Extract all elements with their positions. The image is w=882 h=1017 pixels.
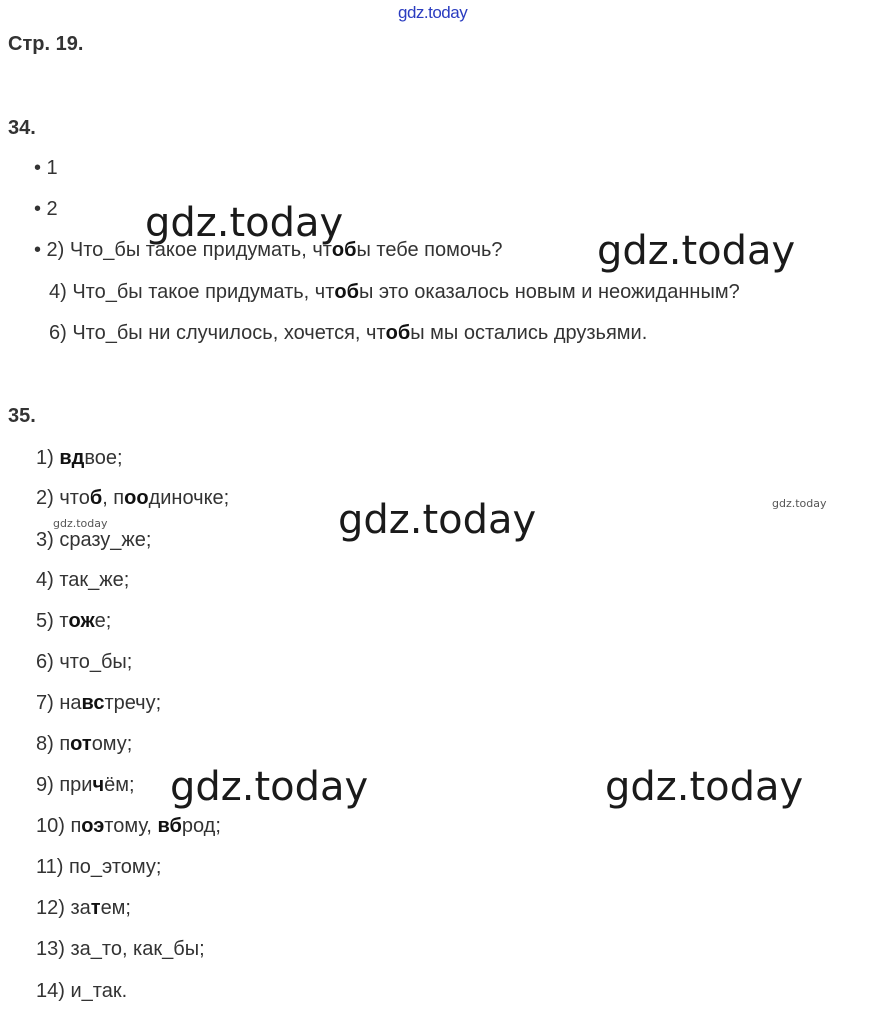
watermark: gdz.today [145,200,344,246]
task-35-item-8 [36,733,132,756]
task-34-number: 34. [8,117,36,139]
bold-letters: ож [68,610,95,632]
item-text: , п [102,487,125,509]
task-35-item-6 [36,651,132,674]
bold-letters: вс [81,692,105,714]
item-text: 10) п [36,815,82,837]
task-35-item-14 [36,980,127,1003]
task-34-line-4 [49,281,740,304]
item-text: 9) при [36,774,93,796]
task-35-item-13 [36,938,205,961]
line-text: ы это оказалось новым и неожиданным? [358,281,740,303]
watermark: gdz.today [338,497,537,543]
bold-letters: б [89,487,103,509]
task-35-item-3 [36,529,152,552]
bold-letters: об [331,239,357,261]
bold-letters: ч [92,774,105,796]
item-text: тречу; [104,692,162,714]
item-text: 6) что_бы; [36,651,133,673]
line-text: 4) Что_бы такое придумать, чт [49,281,335,303]
line-text: ы тебе помочь? [356,239,503,261]
watermark: gdz.today [597,228,796,274]
watermark: gdz.today [605,764,804,810]
bold-letters: об [385,322,411,344]
bold-letters: вд [59,447,85,469]
item-text: 8) п [36,733,71,755]
line-text: • 2 [34,198,58,220]
watermark-top: gdz.today [398,3,468,22]
item-text: ому; [91,733,133,755]
task-35-number: 35. [8,405,36,427]
item-text: 1) [36,447,60,469]
item-text: 13) за_то, как_бы; [36,938,205,960]
item-text: тому, [104,815,158,837]
bold-letters: вб [157,815,182,837]
watermark: gdz.today [170,764,369,810]
task-35-item-1 [36,447,123,470]
line-text: • 1 [34,157,58,179]
item-text: 2) что [36,487,90,509]
item-text: 3) сразу_же; [36,529,152,551]
task-35-item-5 [36,610,111,633]
item-text: 7) на [36,692,82,714]
item-text: 5) т [36,610,69,632]
bold-letters: от [70,733,92,755]
item-text: род; [181,815,221,837]
line-text: • 2) Что_бы такое придумать, чт [34,239,332,261]
task-35-item-11 [36,856,161,879]
bold-letters: т [90,897,101,919]
task-34-line-2 [34,198,58,221]
line-text: 6) Что_бы ни случилось, хочется, чт [49,322,386,344]
task-35-item-4 [36,569,129,592]
task-35-item-10 [36,815,221,838]
watermark-small: gdz.today [53,517,108,530]
item-text: 4) так_же; [36,569,130,591]
task-34-line-1 [34,157,58,180]
item-text: 12) за [36,897,91,919]
item-text: е; [94,610,112,632]
task-34-line-5 [49,322,647,345]
watermark-small: gdz.today [772,497,827,510]
task-35-item-12 [36,897,131,920]
item-text: 11) по_этому; [36,856,162,878]
page-label: Стр. 19. [8,33,84,55]
task-35-item-9 [36,774,135,797]
task-35-item-7 [36,692,161,715]
line-text: ы мы остались друзьями. [410,322,648,344]
item-text: вое; [84,447,123,469]
item-text: ём; [104,774,135,796]
bold-letters: оэ [81,815,105,837]
item-text: 14) и_так. [36,980,128,1002]
item-text: диночке; [148,487,230,509]
item-text: ем; [100,897,131,919]
bold-letters: об [334,281,359,303]
task-35-item-2 [36,487,229,510]
bold-letters: оо [124,487,149,509]
